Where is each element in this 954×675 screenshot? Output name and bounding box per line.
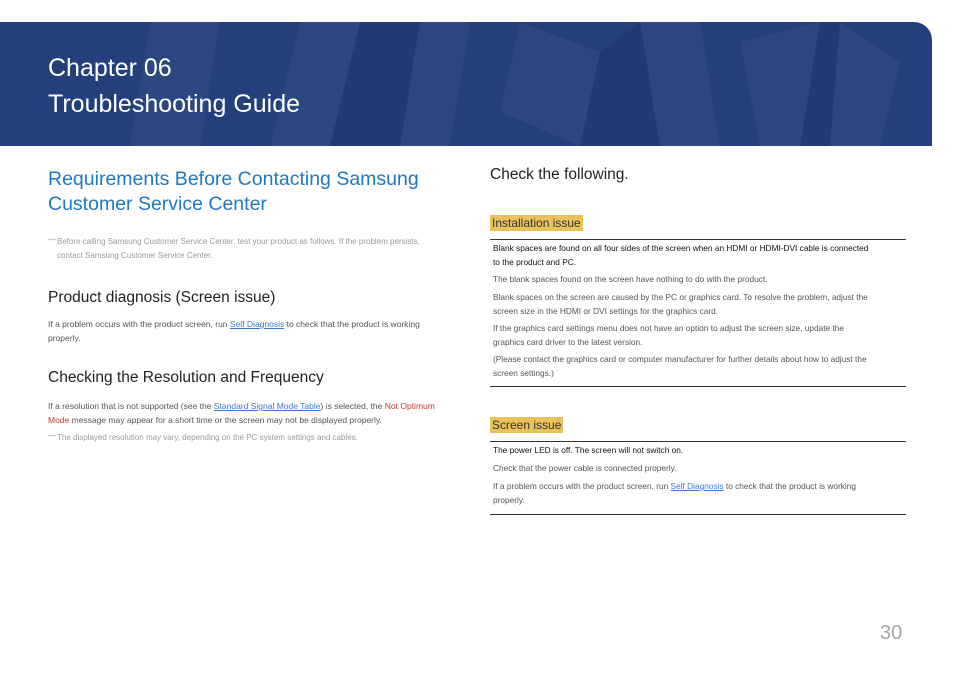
resolution-text xyxy=(48,399,463,427)
product-diagnosis-text-line-2: properly. xyxy=(48,333,81,343)
installation-solution-4 xyxy=(490,352,906,380)
check-title: Check the following. xyxy=(490,166,629,183)
section-title-line-2: Customer Service Center xyxy=(48,193,267,215)
banner-pattern xyxy=(0,22,932,146)
screen-issue-badge: Screen issue xyxy=(492,418,562,432)
resolution-text-c: message may appear for a short time or the screen may not be displayed properly. xyxy=(69,415,382,425)
screen-solution-2-after: to check that the product is working xyxy=(723,481,856,491)
screen-solution-2-before: If a problem occurs with the product screen, run xyxy=(493,481,671,491)
installation-symptom xyxy=(490,241,906,269)
installation-issue-table xyxy=(490,239,906,387)
self-diagnosis-link[interactable]: Self Diagnosis xyxy=(670,481,724,491)
intro-note xyxy=(48,235,463,263)
page-title: Troubleshooting Guide xyxy=(48,90,301,118)
product-diagnosis-heading: Product diagnosis (Screen issue) xyxy=(48,289,276,306)
intro-note-line-1: Before calling Samsung Customer Service Center, test your product as follows. If the problem persists, xyxy=(57,237,420,246)
product-diagnosis-text xyxy=(48,317,463,345)
installation-issue-badge: Installation issue xyxy=(492,216,581,230)
installation-solution-1: The blank spaces found on the screen have nothing to do with the product. xyxy=(493,274,768,284)
product-diagnosis-text-after: to check that the product is working xyxy=(284,319,420,329)
installation-solution-4-line-1: (Please contact the graphics card or computer manufacturer for further details about how to adjust the xyxy=(493,354,867,364)
resolution-note-text: The displayed resolution may vary, depending on the PC system settings and cables. xyxy=(57,433,358,442)
chapter-label: Chapter 06 xyxy=(48,54,172,82)
note-dash: ― xyxy=(48,431,56,440)
installation-symptom-line-2: to the product and PC. xyxy=(493,257,577,267)
resolution-text-a: If a resolution that is not supported (see the xyxy=(48,401,214,411)
installation-solution-2-line-1: Blank spaces on the screen are caused by the PC or graphics card. To resolve the problem, adjust the xyxy=(493,292,868,302)
screen-solution-2 xyxy=(490,479,906,507)
installation-solution-3 xyxy=(490,321,906,349)
resolution-note xyxy=(48,431,463,445)
installation-solution-3-line-2: graphics card driver to the latest version. xyxy=(493,337,643,347)
not-optimum-label-b: Mode xyxy=(48,415,70,425)
installation-solution-3-line-1: If the graphics card settings menu does not have an option to adjust the screen size, update the xyxy=(493,323,844,333)
right-column xyxy=(490,166,906,515)
product-diagnosis-text-before: If a problem occurs with the product screen, run xyxy=(48,319,230,329)
screen-solution-1: Check that the power cable is connected properly. xyxy=(493,463,677,473)
screen-symptom: The power LED is off. The screen will not switch on. xyxy=(493,445,684,455)
self-diagnosis-link[interactable]: Self Diagnosis xyxy=(229,319,285,329)
installation-solution-4-line-2: screen settings.) xyxy=(493,368,554,378)
note-dash: ― xyxy=(48,235,56,244)
resolution-text-b: ) is selected, the xyxy=(320,401,385,411)
chapter-banner xyxy=(0,22,932,146)
not-optimum-label-a: Not Optimum xyxy=(384,401,435,411)
standard-signal-mode-table-link[interactable]: Standard Signal Mode Table xyxy=(213,401,321,411)
screen-issue-table xyxy=(490,441,906,515)
screen-solution-2-line-2: properly. xyxy=(493,495,525,505)
section-title xyxy=(48,167,463,217)
section-title-line-1: Requirements Before Contacting Samsung xyxy=(48,168,419,190)
left-column xyxy=(48,167,463,445)
installation-solution-2-line-2: screen size in the HDMI or DVI settings for the graphics card. xyxy=(493,306,719,316)
installation-symptom-line-1: Blank spaces are found on all four sides of the screen when an HDMI or HDMI-DVI cable is connected xyxy=(493,243,869,253)
intro-note-line-2: contact Samsung Customer Service Center. xyxy=(57,251,213,260)
resolution-heading: Checking the Resolution and Frequency xyxy=(48,369,324,386)
installation-solution-2 xyxy=(490,290,906,318)
page-number: 30 xyxy=(880,622,903,644)
